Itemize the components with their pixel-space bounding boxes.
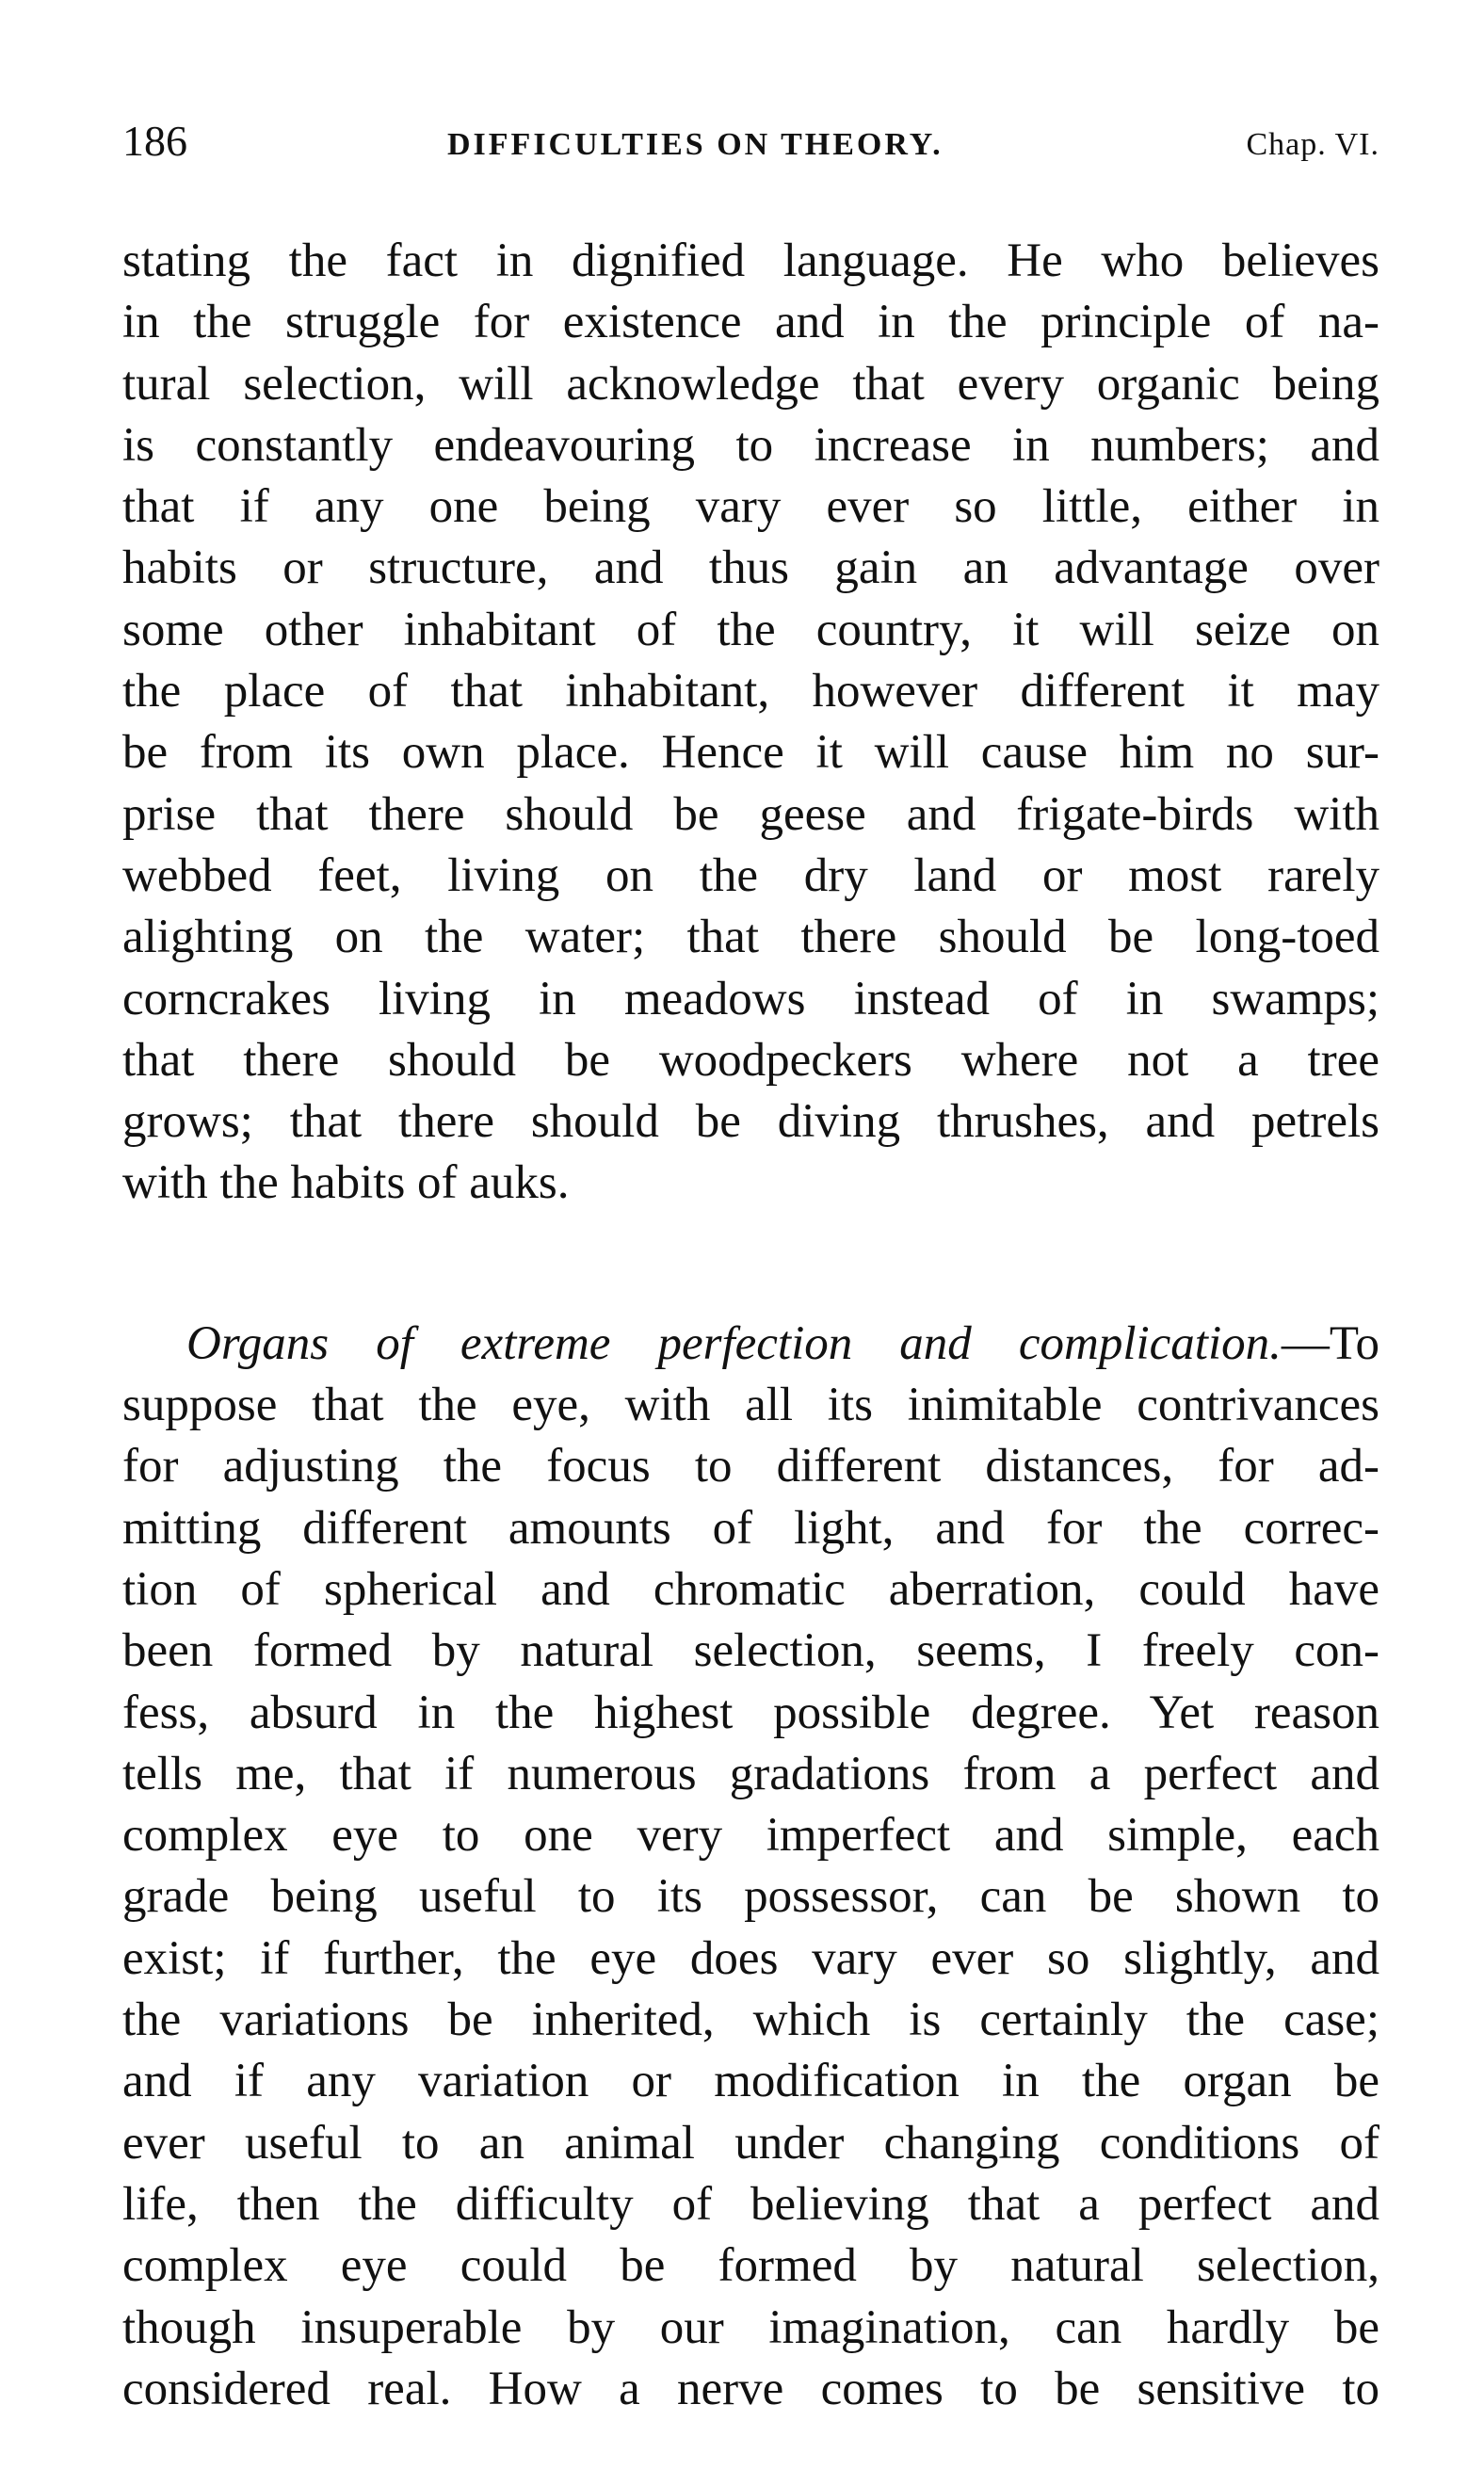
text-line: with the habits of auks. [122, 1156, 570, 1210]
text-line: been formed by natural selection, seems, I freely con- [122, 1624, 1379, 1678]
text-line: tells me, that if numerous gradations from a perfect and [122, 1747, 1379, 1800]
body-text [122, 231, 1379, 2420]
text-line: tion of spherical and chromatic aberration, could have [122, 1562, 1379, 1616]
text-line: that if any one being vary ever so little, either in [122, 480, 1379, 534]
paragraph-2 [122, 1314, 1379, 2420]
paragraph-gap [122, 1215, 1379, 1314]
text-line: that there should be woodpeckers where not a tree [122, 1033, 1379, 1087]
text-line: considered real. How a nerve comes to be sensitive to [122, 2362, 1379, 2415]
text-line: grade being useful to its possessor, can be shown to [122, 1870, 1379, 1924]
text-line: in the struggle for existence and in the principle of na- [122, 296, 1379, 349]
text-line: complex eye to one very imperfect and simple, each [122, 1809, 1379, 1863]
text-line: though insuperable by our imagination, can hardly be [122, 2300, 1379, 2354]
text-line: ever useful to an animal under changing conditions of [122, 2116, 1379, 2170]
text-line: corncrakes living in meadows instead of in swamps; [122, 972, 1379, 1025]
text-line: prise that there should be geese and frigate-birds with [122, 787, 1379, 841]
section-heading: Organs of extreme perfection and complication. [186, 1316, 1282, 1370]
text-line: webbed feet, living on the dry land or most rarely [122, 848, 1379, 902]
text-line: some other inhabitant of the country, it will seize on [122, 603, 1379, 656]
text-line: for adjusting the focus to different distances, for ad- [122, 1440, 1379, 1493]
text-line: exist; if further, the eye does vary ever so slightly, and [122, 1931, 1379, 1985]
text-line: mitting different amounts of light, and for the correc- [122, 1501, 1379, 1555]
text-line: be from its own place. Hence it will cause him no sur- [122, 726, 1379, 780]
text-line: complex eye could be formed by natural selection, [122, 2239, 1379, 2293]
paragraph-1 [122, 231, 1379, 1215]
book-page [122, 113, 1379, 2415]
text-line: the place of that inhabitant, however different it may [122, 665, 1379, 718]
running-title: DIFFICULTIES ON THEORY. [447, 127, 944, 162]
text-line: grows; that there should be diving thrushes, and petrels [122, 1095, 1379, 1149]
text-line: is constantly endeavouring to increase in numbers; and [122, 418, 1379, 472]
chapter-label: Chap. VI. [1246, 127, 1379, 162]
heading-continuation: —To [1281, 1316, 1379, 1370]
text-line: tural selection, will acknowledge that every organic being [122, 357, 1379, 411]
text-line: stating the fact in dignified language. He who believes [122, 234, 1379, 287]
text-line: and if any variation or modification in the organ be [122, 2055, 1379, 2108]
running-head [122, 113, 1379, 179]
text-line: suppose that the eye, with all its inimitable contrivances [122, 1379, 1379, 1432]
section-heading-line [122, 1314, 1379, 1375]
text-line: life, then the difficulty of believing that a perfect and [122, 2177, 1379, 2231]
page-number: 186 [122, 117, 187, 165]
text-line: the variations be inherited, which is certainly the case; [122, 1993, 1379, 2047]
text-line: alighting on the water; that there should be long-toed [122, 911, 1379, 964]
text-line: fess, absurd in the highest possible degree. Yet reason [122, 1686, 1379, 1739]
text-line: habits or structure, and thus gain an advantage over [122, 541, 1379, 595]
